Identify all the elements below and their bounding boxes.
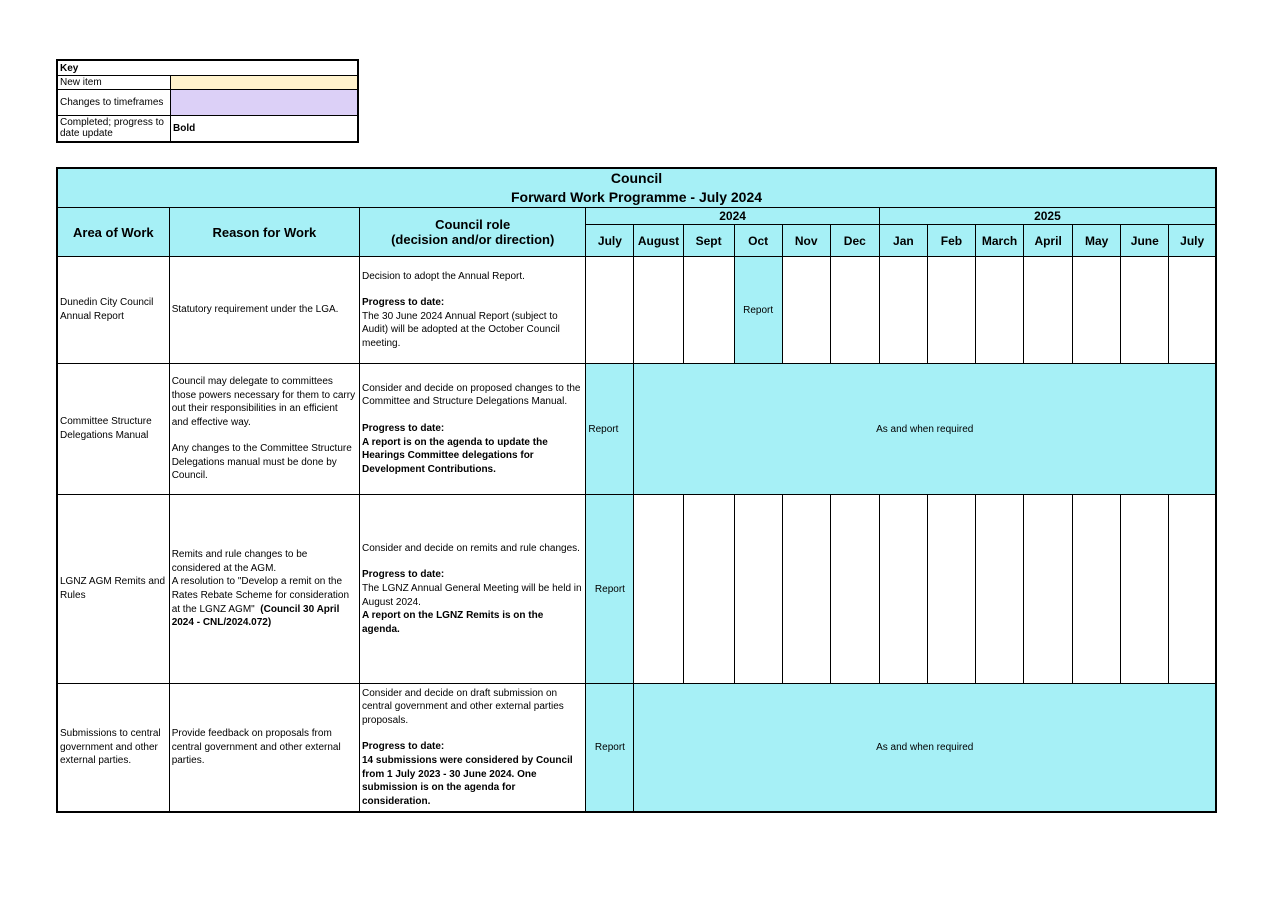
council-role-cell bbox=[360, 495, 586, 684]
title-line2: Forward Work Programme - July 2024 bbox=[510, 189, 763, 205]
progress-bold: A report on the LGNZ Remits is on the agenda. bbox=[362, 610, 544, 635]
month-cell bbox=[879, 495, 927, 684]
month-sept: Sept bbox=[683, 225, 734, 257]
month-feb: Feb bbox=[927, 225, 975, 257]
progress-bold: 14 submissions were considered by Council from 1 July 2023 - 30 June 2024. One submission is on the agenda for consideration. bbox=[362, 755, 573, 807]
month-cell bbox=[1024, 257, 1073, 364]
month-march: March bbox=[976, 225, 1024, 257]
col-reason-for-work: Reason for Work bbox=[169, 208, 359, 257]
month-jan: Jan bbox=[879, 225, 927, 257]
month-july-2025: July bbox=[1169, 225, 1216, 257]
as-and-when-required: As and when required bbox=[634, 684, 1216, 813]
month-cell bbox=[782, 495, 830, 684]
progress-label: Progress to date: bbox=[362, 297, 445, 309]
table-row bbox=[57, 495, 1216, 684]
month-cell bbox=[782, 257, 830, 364]
council-role-cell bbox=[360, 364, 586, 495]
month-cell bbox=[1121, 257, 1169, 364]
month-cell bbox=[927, 495, 975, 684]
progress-text: The 30 June 2024 Annual Report (subject to Audit) will be adopted at the October Council meeting. bbox=[362, 310, 560, 349]
title-line1: Council bbox=[610, 170, 663, 186]
month-june: June bbox=[1121, 225, 1169, 257]
month-cell bbox=[830, 257, 879, 364]
area-of-work-cell: LGNZ AGM Remits and Rules bbox=[57, 495, 169, 684]
month-cell bbox=[734, 495, 782, 684]
month-cell bbox=[830, 495, 879, 684]
month-cell bbox=[634, 495, 683, 684]
role-text: Consider and decide on remits and rule changes. bbox=[362, 542, 580, 554]
year-2025: 2025 bbox=[879, 208, 1216, 225]
key-label-completed: Completed; progress to date update bbox=[57, 116, 171, 142]
reason-text-2: A resolution to "Develop a remit on the Rates Rebate Scheme for consideration at the LGNZ AGM" bbox=[171, 576, 350, 615]
role-text: Consider and decide on draft submission on central government and other external parties proposals. bbox=[362, 687, 564, 726]
council-role-cell bbox=[360, 684, 586, 813]
area-of-work-cell: Committee Structure Delegations Manual bbox=[57, 364, 169, 495]
month-cell-report: Report bbox=[734, 257, 782, 364]
month-cell bbox=[927, 257, 975, 364]
programme-title bbox=[57, 168, 1216, 208]
month-dec: Dec bbox=[830, 225, 879, 257]
as-and-when-required: As and when required bbox=[634, 364, 1216, 495]
area-of-work-cell: Dunedin City Council Annual Report bbox=[57, 257, 169, 364]
reason-text-2: Any changes to the Committee Structure Delegations manual must be done by Council. bbox=[171, 443, 352, 482]
reason-bold: (Council 30 April 2024 - CNL/2024.072) bbox=[171, 603, 340, 629]
forward-work-programme-table bbox=[56, 167, 1217, 813]
key-value-bold: Bold bbox=[171, 116, 359, 142]
month-cell-report: Report bbox=[586, 684, 634, 813]
key-label-changes: Changes to timeframes bbox=[57, 90, 171, 116]
reason-cell: Provide feedback on proposals from central government and other external parties. bbox=[169, 684, 359, 813]
month-cell bbox=[1024, 495, 1073, 684]
progress-bold: A report is on the agenda to update the Hearings Committee delegations for Development Contributions. bbox=[362, 436, 548, 475]
reason-cell: Statutory requirement under the LGA. bbox=[169, 257, 359, 364]
month-cell bbox=[976, 495, 1024, 684]
reason-cell bbox=[169, 495, 359, 684]
month-april: April bbox=[1024, 225, 1073, 257]
month-cell bbox=[683, 495, 734, 684]
month-cell bbox=[634, 257, 683, 364]
month-august: August bbox=[634, 225, 683, 257]
col-role-line1: Council role bbox=[435, 217, 511, 232]
reason-cell bbox=[169, 364, 359, 495]
table-row bbox=[57, 364, 1216, 495]
month-nov: Nov bbox=[782, 225, 830, 257]
key-swatch-new-item bbox=[171, 76, 359, 90]
month-oct: Oct bbox=[734, 225, 782, 257]
col-council-role bbox=[360, 208, 586, 257]
month-may: May bbox=[1073, 225, 1121, 257]
year-2024: 2024 bbox=[586, 208, 879, 225]
month-july-2024: July bbox=[586, 225, 634, 257]
area-of-work-cell: Submissions to central government and other external parties. bbox=[57, 684, 169, 813]
key-title: Key bbox=[57, 60, 358, 76]
col-area-of-work: Area of Work bbox=[57, 208, 169, 257]
month-cell bbox=[1073, 257, 1121, 364]
month-cell bbox=[683, 257, 734, 364]
month-cell bbox=[1121, 495, 1169, 684]
reason-text-1: Remits and rule changes to be considered at the AGM. bbox=[171, 549, 308, 574]
key-table bbox=[56, 59, 359, 143]
month-cell-report: Report bbox=[586, 364, 634, 495]
progress-label: Progress to date: bbox=[362, 741, 445, 753]
role-text: Consider and decide on proposed changes to the Committee and Structure Delegations Manual. bbox=[362, 382, 581, 408]
progress-label: Progress to date: bbox=[362, 569, 445, 581]
progress-label: Progress to date: bbox=[362, 422, 445, 434]
role-text: Decision to adopt the Annual Report. bbox=[362, 270, 525, 282]
month-cell bbox=[586, 257, 634, 364]
progress-text: The LGNZ Annual General Meeting will be held in August 2024. bbox=[362, 582, 582, 608]
month-cell bbox=[1073, 495, 1121, 684]
col-role-line2: (decision and/or direction) bbox=[391, 232, 555, 247]
reason-text-2-wrap bbox=[172, 575, 357, 629]
key-swatch-changes bbox=[171, 90, 359, 116]
month-cell bbox=[976, 257, 1024, 364]
table-row bbox=[57, 257, 1216, 364]
reason-text-1: Council may delegate to committees those powers necessary for them to carry out their responsibilities in an efficient and effective way. bbox=[171, 375, 356, 428]
month-cell bbox=[879, 257, 927, 364]
month-cell-report: Report bbox=[586, 495, 634, 684]
month-cell bbox=[1169, 495, 1216, 684]
table-row bbox=[57, 684, 1216, 813]
month-cell bbox=[1169, 257, 1216, 364]
key-label-new-item: New item bbox=[57, 76, 171, 90]
council-role-cell bbox=[360, 257, 586, 364]
